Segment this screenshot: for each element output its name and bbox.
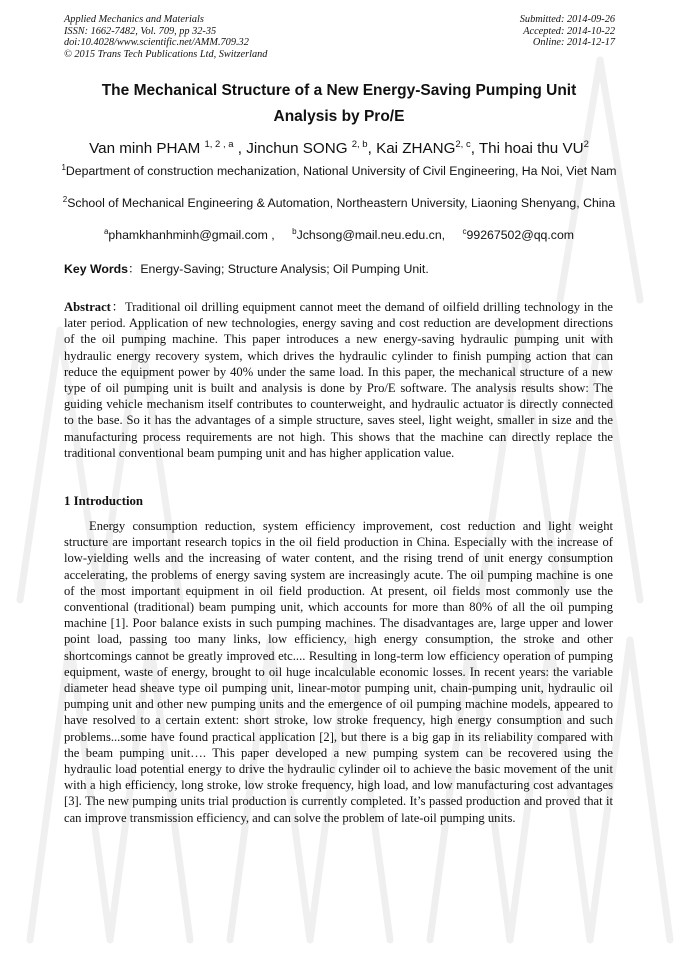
keywords-text: ：Energy-Saving; Structure Analysis; Oil Pumping Unit.: [128, 262, 429, 276]
title-line-1: The Mechanical Structure of a New Energy-Saving Pumping Unit: [101, 82, 577, 99]
online-date: Online: 2014-12-17: [532, 37, 615, 49]
author-name: Thi hoai thu VU: [478, 140, 584, 157]
author-separator: ,: [470, 140, 479, 157]
journal-copyright: © 2015 Trans Tech Publications Ltd, Switzerland: [64, 48, 268, 60]
author-affiliation-mark: 2, b: [351, 139, 368, 150]
author-affiliation-mark: 2: [583, 139, 589, 150]
author-emails: [40, 228, 638, 242]
abstract-text: ：Traditional oil drilling equipment cannot meet the demand of oilfield drilling technology in the later period. Application of new technologies, energy saving and cost reduction are development directions of the oil pumping machine. This paper introduces a new energy-saving hydraulic pumping unit with hydraulic energy recovery system, which drives the hydraulic cylinder to finish pumping action that can reduce the equipment power by 40% under the same load. In this paper, the mechanical structure of a new type of oil pumping unit is built and analysis is done by Pro/E software. The analysis results show: The guiding vehicle mechanism itself contributes to counterweight, and hydraulic actuator is directly connected to the base. So it has the advantages of a simple structure, saves steel, light weight, smaller in size and the manufacturing process requirements are not high. This shows that the machine can directly replace the traditional conventional beam pumping unit and has higher application value.: [64, 300, 613, 460]
author-name: Jinchun SONG: [246, 140, 352, 157]
abstract: [64, 299, 613, 461]
submitted-date: Submitted: 2014-09-26: [519, 14, 615, 25]
affiliation-2: [58, 196, 620, 211]
affiliation-1: [58, 164, 620, 179]
author-list: [40, 139, 638, 159]
author-name: Kai ZHANG: [376, 140, 456, 157]
keywords: [64, 262, 616, 276]
journal-meta: [64, 14, 267, 60]
author-affiliation-mark: 1, 2 , a: [204, 139, 234, 150]
author-separator: ,: [233, 140, 247, 157]
journal-issn: ISSN: 1662-7482, Vol. 709, pp 32-35: [64, 25, 217, 37]
submission-dates: [520, 14, 615, 49]
email-mark: c: [462, 227, 467, 236]
affiliation-mark: 1: [61, 163, 66, 172]
email-address[interactable]: Jchsong@mail.neu.edu.cn,: [296, 228, 446, 242]
affiliation-text: Department of construction mechanization, National University of Civil Engineering, Ha Noi, Viet Nam: [65, 164, 617, 178]
author-affiliation-mark: 2, c: [455, 139, 471, 150]
keywords-label: Key Words: [64, 262, 129, 276]
affiliation-mark: 2: [62, 195, 68, 204]
affiliation-text: School of Mechanical Engineering & Automation, Northeastern University, Liaoning Shenyang, China: [67, 196, 616, 210]
accepted-date: Accepted: 2014-10-22: [523, 25, 615, 37]
email-mark: a: [103, 227, 109, 236]
journal-name: Applied Mechanics and Materials: [64, 14, 204, 25]
journal-doi: doi:10.4028/www.scientific.net/AMM.709.32: [64, 37, 249, 49]
email-mark: b: [292, 227, 297, 236]
abstract-label: Abstract: [64, 300, 111, 314]
title-line-2: Analysis by Pro/E: [273, 108, 405, 125]
paper-title: [40, 78, 638, 130]
email-address[interactable]: phamkhanhminh@gmail.com ,: [108, 228, 275, 242]
introduction-paragraph: Energy consumption reduction, system efficiency improvement, cost reduction and light weight structure are important research topics in the oil field production in China. Especially with the increase of low-yielding wells and the increasing of water content, and the rising trend of unit energy consumption accelerating, the problems of energy saving system are increasingly acute. The oil pumping machine is one of the most important equipment in oil field production. At present, oil fields most commonly use the conventional (traditional) beam pumping unit, which accounts for more than 80% of all the oil pumping machine [1]. Poor balance exists in such pumping machines. The disadvantages are, large upper and lower point load, passing too many links, low efficiency, high energy consumption, the stroke and other shortcomings cannot be greatly improved etc.... Resulting in long-term low efficiency operation of pumping equipment, waste of energy, brought to oil huge incalculable economic losses. In recent years: the variable diameter head sheave type oil pumping unit, linear-motor pumping unit, chain-pumping unit, hydraulic oil pumping unit and other new pumping units and the emergence of oil pumping machine models, appeared to have resolved to a certain extent: short stroke, low stroke frequency, high energy consumption and such problems...some have found practical application [2], but there is a big gap in its reliability compared with the beam pumping unit…. This paper developed a new pumping system can be recovered using the hydraulic load potential energy to drive the hydraulic cylinder oil to achieve the basic movement of the unit with a high efficiency, long stroke, low stroke frequency, high load, and low manufacturing cost advantages [3]. The new pumping units trial production is currently completed. It’s passed production and proved that it can improve transmission efficiency, and can solve the problem of late-oil pumping units.: [64, 519, 613, 825]
author-separator: ,: [367, 140, 377, 157]
author-name: Van minh PHAM: [89, 140, 205, 157]
section-heading-introduction: 1 Introduction: [64, 494, 144, 508]
email-address[interactable]: 99267502@qq.com: [466, 228, 575, 242]
